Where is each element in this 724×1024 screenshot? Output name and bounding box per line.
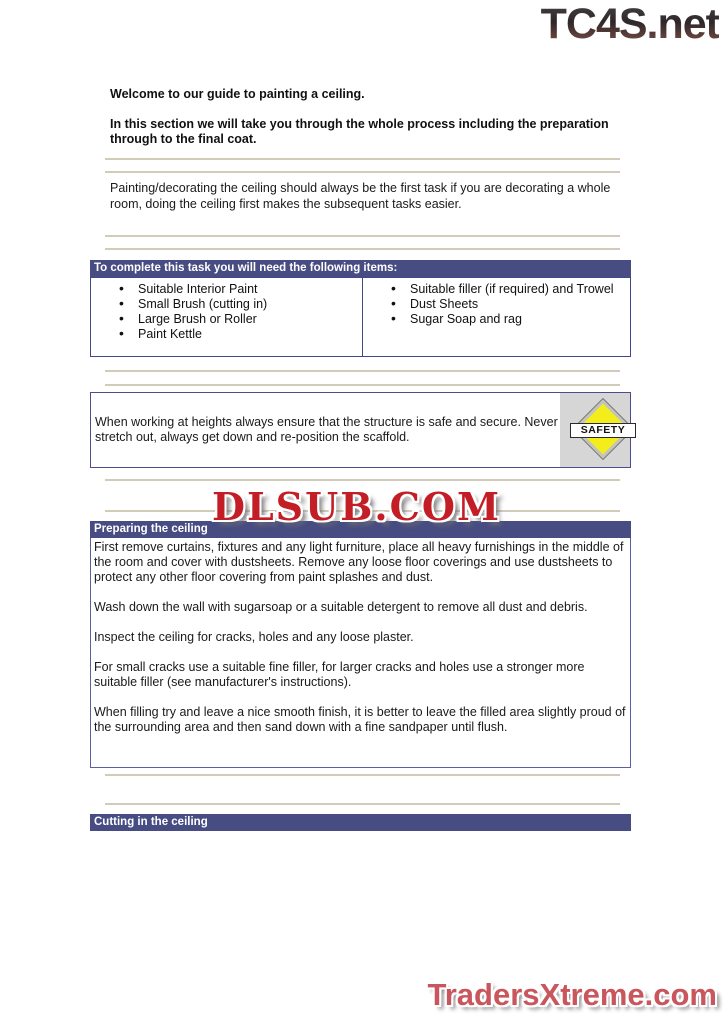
divider-rule (105, 235, 620, 237)
items-table-right-cell (362, 278, 630, 356)
list-item: • Suitable filler (if required) and Trowel (363, 282, 630, 297)
preparing-section-body (90, 537, 631, 768)
list-item: • Small Brush (cutting in) (91, 297, 362, 312)
items-list-left (91, 282, 362, 342)
intro-subheading: In this section we will take you through the whole process including the preparation through to the final coat. (110, 117, 609, 146)
list-item: • Paint Kettle (91, 327, 362, 342)
divider-rule (105, 774, 620, 776)
safety-icon-cell (560, 393, 630, 467)
list-item: • Large Brush or Roller (91, 312, 362, 327)
cutting-section-header: Cutting in the ceiling (90, 814, 631, 831)
list-item: • Suitable Interior Paint (91, 282, 362, 297)
divider-rule (105, 248, 620, 250)
preparing-paragraph: Wash down the wall with sugarsoap or a suitable detergent to remove all dust and debris. (94, 600, 588, 614)
divider-rule (105, 171, 620, 173)
watermark-dlsub: DLSUB.COM (212, 484, 502, 529)
items-list-right (363, 282, 630, 327)
divider-rule (105, 803, 620, 805)
list-item: • Sugar Soap and rag (363, 312, 630, 327)
safety-note-text: When working at heights always ensure that the structure is safe and secure. Never stretch out, always get down and re-position the scaffold. (95, 414, 558, 444)
intro-heading: Welcome to our guide to painting a ceiling. (110, 87, 365, 101)
intro-paragraph: Painting/decorating the ceiling should always be the first task if you are decorating a whole room, doing the ceiling first makes the subsequent tasks easier. (110, 181, 611, 211)
divider-rule (105, 384, 620, 386)
divider-rule (105, 479, 620, 481)
safety-note-box (90, 392, 631, 468)
list-item: • Dust Sheets (363, 297, 630, 312)
divider-rule (105, 370, 620, 372)
preparing-paragraph: When filling try and leave a nice smooth finish, it is better to leave the filled area slightly proud of the surrounding area and then sand down with a fine sandpaper until flush. (94, 705, 626, 734)
items-table-left-cell (91, 278, 362, 356)
divider-rule (105, 158, 620, 160)
preparing-paragraph: Inspect the ceiling for cracks, holes and any loose plaster. (94, 630, 414, 644)
safety-note-text-wrap (91, 393, 560, 467)
preparing-section-header: Preparing the ceiling (90, 521, 631, 538)
items-section-header: To complete this task you will need the following items: (90, 260, 631, 277)
watermark-tc4s: TC4S.net (540, 0, 719, 48)
safety-icon-label: SAFETY (570, 423, 636, 438)
preparing-paragraph: First remove curtains, fixtures and any light furniture, place all heavy furnishings in the middle of the room and cover with dustsheets. Remove any loose floor coverings and use dustsheets to protect any other floor covering from paint splashes and dust. (94, 540, 624, 584)
preparing-paragraph: For small cracks use a suitable fine filler, for larger cracks and holes use a stronger more suitable filler (see manufacturer's instructions). (94, 660, 585, 689)
watermark-tradersxtreme: TradersXtreme.com (427, 977, 717, 1012)
items-table (90, 277, 631, 357)
